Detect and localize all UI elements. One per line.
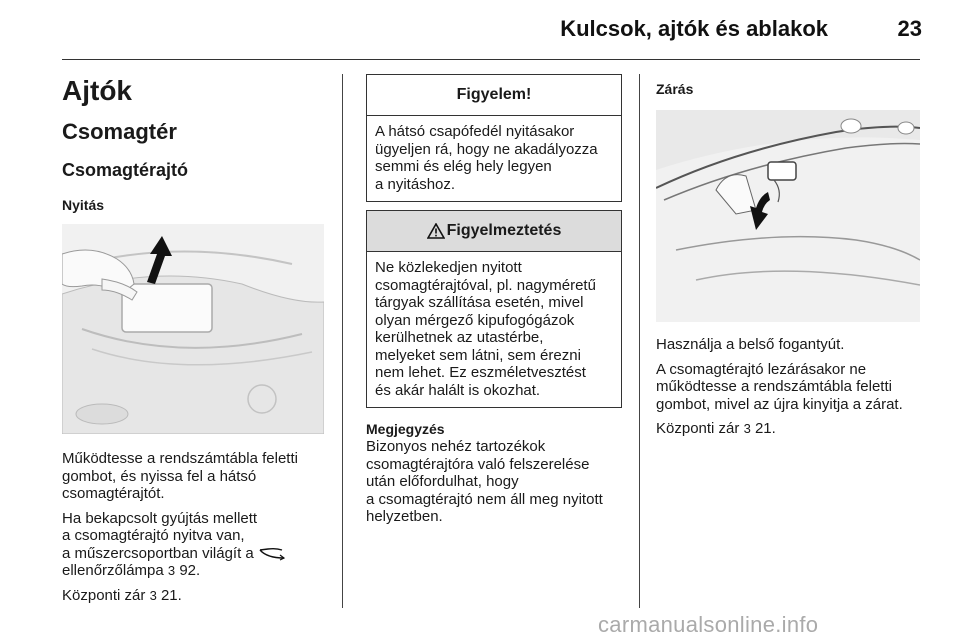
opening-label: Nyitás [62,197,105,213]
warning-title: Figyelmeztetés [446,222,562,239]
warning-line: melyeket sem látni, sem érezni [375,346,581,364]
column-rule-right [639,74,640,608]
warning-line: csomagtérajtóval, pl. nagyméretű [375,276,596,294]
closing-paragraph-1: Használja a belső fogantyút. [656,336,845,353]
column-rule-left [342,74,343,608]
caution-text [367,116,621,201]
tailgate-close-illustration [656,110,920,322]
note-line: a csomagtérajtó nem áll meg nyitott [366,490,603,508]
watermark: carmanualsonline.info [598,612,819,637]
warning-line: nem lehet. Ez eszméletvesztést [375,364,586,381]
lamp-ref: 92. [179,562,201,579]
warning-line: Ne közlekedjen nyitott [375,259,522,276]
warning-line: kerülhetnek az utastérbe, [375,329,544,346]
note-title: Megjegyzés [366,421,445,437]
liftgate-open-icon [258,547,286,561]
column-1 [62,74,324,604]
column-2 [366,74,622,526]
caution-title: Figyelem! [367,75,621,116]
warning-box [366,210,622,408]
note-line: után előfordulhat, hogy [366,473,519,490]
note-line: Bizonyos nehéz tartozékok [366,438,546,455]
central-lock-page-2: 21. [754,420,776,437]
lamp-line-2: a csomagtérajtó nyitva van, [62,527,245,544]
closing-paragraph-2: A csomagtérajtó lezárásakor ne működtesse a rendszámtábla feletti gombot, mivel az újra kinyitja a zárat. [656,360,903,413]
lamp-line-3: a műszercsoportban világít a [62,544,254,562]
lamp-line-4: ellenőrzőlámpa [62,562,164,579]
figure-tailgate-open [62,224,324,434]
subsection-title: Csomagtérajtó [62,160,189,180]
header-rule [62,59,920,60]
figure-tailgate-close [656,110,920,322]
closing-label: Zárás [656,81,694,97]
running-header-title: Kulcsok, ajtók és ablakok [560,16,828,41]
warning-text [367,252,621,407]
warning-triangle-icon [427,223,445,239]
central-lock-ref-2 [656,420,922,438]
caution-line: ügyeljen rá, hogy ne akadályozza [375,140,598,158]
central-lock-label: Központi zár [62,586,146,604]
warning-line: tárgyak szállítása esetén, mivel [375,294,584,311]
caution-line: a nyitáshoz. [375,175,456,193]
caution-box [366,74,622,202]
lamp-paragraph [62,510,324,580]
column-3 [656,74,922,438]
caution-line: semmi és elég hely legyen [375,158,552,175]
page-number: 23 [897,16,922,41]
warning-line: és akár halált is okozhat. [375,381,541,399]
lamp-line-1: Ha bekapcsolt gyújtás mellett [62,509,258,527]
central-lock-page: 21. [160,586,182,604]
caution-line: A hátsó csapófedél nyitásakor [375,123,575,140]
chapter-title: Ajtók [62,75,132,106]
opening-paragraph: Működtesse a rendszámtábla feletti gombot, és nyissa fel a hátsó csomagtérajtót. [62,450,298,502]
note-block [366,420,622,526]
warning-header [367,211,621,252]
note-line: helyzetben. [366,508,443,525]
warning-line: olyan mérgező kipufogógázok [375,311,575,329]
note-text [366,438,622,526]
tailgate-open-illustration [62,224,324,434]
central-lock-label-2: Központi zár [656,420,740,437]
xref-symbol: 3 [167,563,176,578]
note-line: csomagtérajtóra való felszerelése [366,455,590,473]
xref-symbol: 3 [149,587,157,603]
xref-symbol: 3 [743,421,751,436]
section-title: Csomagtér [62,119,177,144]
central-lock-ref [62,587,324,605]
